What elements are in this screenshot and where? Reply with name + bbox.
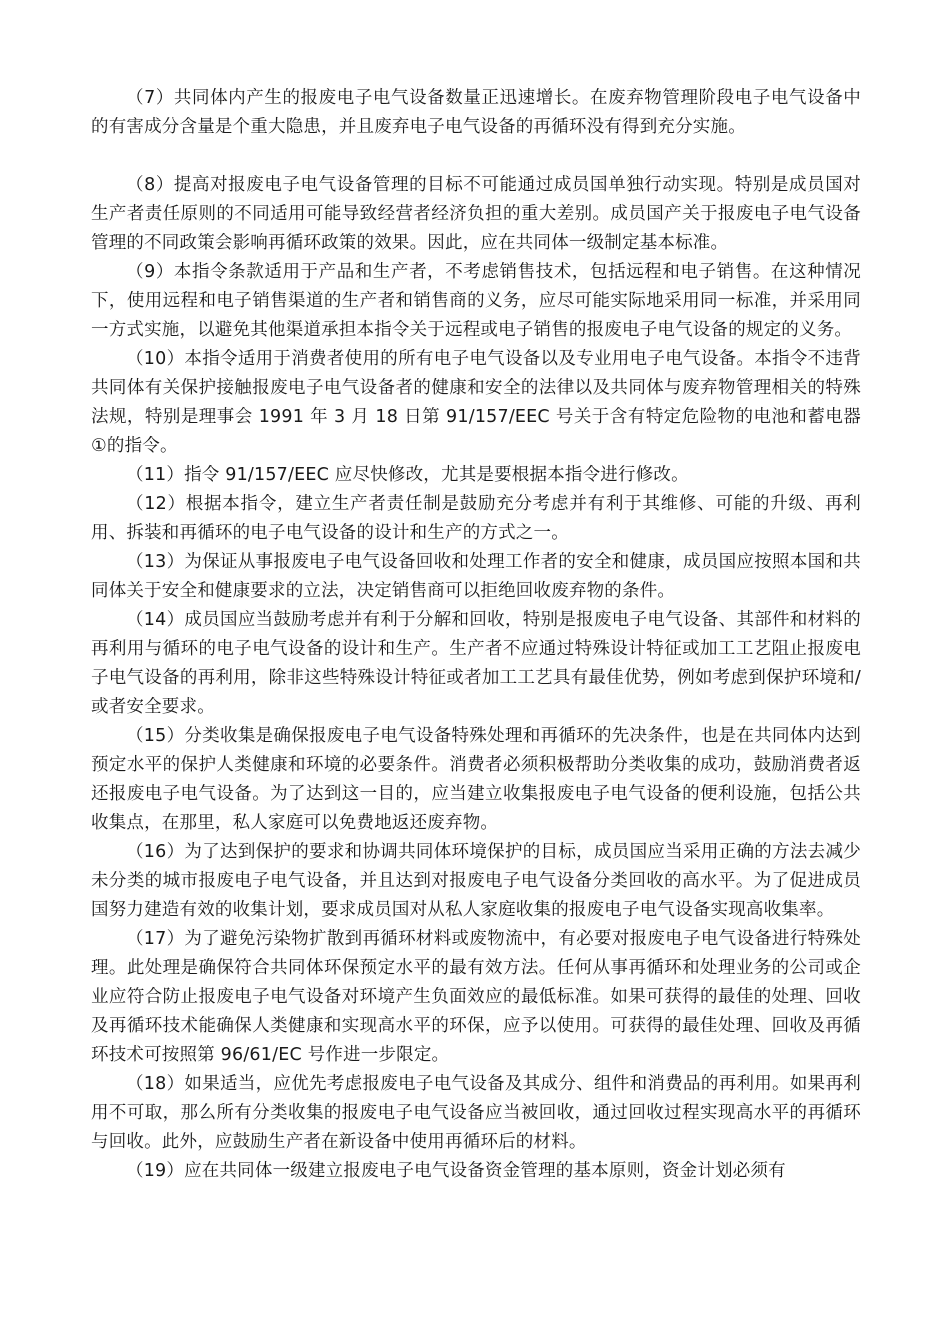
paragraph-10: （10）本指令适用于消费者使用的所有电子电气设备以及专业用电子电气设备。本指令不违背共同体有关保护接触报废电子电气设备者的健康和安全的法律以及共同体与废弃物管理相关的特殊法规，特别是理事会 1991 年 3 月 18 日第 91/157/EEC 号关于含有特定危险物的电池和蓄电器①的指令。: [91, 349, 861, 456]
paragraph-15: （15）分类收集是确保报废电子电气设备特殊处理和再循环的先决条件，也是在共同体内达到预定水平的保护人类健康和环境的必要条件。消费者必须积极帮助分类收集的成功，鼓励消费者返还报废电子电气设备。为了达到这一目的，应当建立收集报废电子电气设备的便利设施，包括公共收集点，在那里，私人家庭可以免费地返还废弃物。: [91, 726, 861, 833]
paragraph-14: （14）成员国应当鼓励考虑并有利于分解和回收，特别是报废电子电气设备、其部件和材料的再利用与循环的电子电气设备的设计和生产。生产者不应通过特殊设计特征或加工工艺阻止报废电子电气设备的再利用，除非这些特殊设计特征或者加工工艺具有最佳优势，例如考虑到保护环境和/或者安全要求。: [91, 610, 861, 717]
paragraph-7: （7）共同体内产生的报废电子电气设备数量正迅速增长。在废弃物管理阶段电子电气设备中的有害成分含量是个重大隐患，并且废弃电子电气设备的再循环没有得到充分实施。: [91, 88, 861, 137]
paragraph-9: （9）本指令条款适用于产品和生产者，不考虑销售技术，包括远程和电子销售。在这种情况下，使用远程和电子销售渠道的生产者和销售商的义务，应尽可能实际地采用同一标准，并采用同一方式实施，以避免其他渠道承担本指令关于远程或电子销售的报废电子电气设备的规定的义务。: [91, 262, 861, 340]
paragraph-8: （8）提高对报废电子电气设备管理的目标不可能通过成员国单独行动实现。特别是成员国对生产者责任原则的不同适用可能导致经营者经济负担的重大差别。成员国产关于报废电子电气设备管理的不同政策会影响再循环政策的效果。因此，应在共同体一级制定基本标准。: [91, 175, 861, 253]
paragraph-16: （16）为了达到保护的要求和协调共同体环境保护的目标，成员国应当采用正确的方法去减少未分类的城市报废电子电气设备，并且达到对报废电子电气设备分类回收的高水平。为了促进成员国努力建造有效的收集计划，要求成员国对从私人家庭收集的报废电子电气设备实现高收集率。: [91, 842, 861, 920]
paragraph-19: （19）应在共同体一级建立报废电子电气设备资金管理的基本原则，资金计划必须有: [126, 1161, 786, 1181]
paragraph-17: （17）为了避免污染物扩散到再循环材料或废物流中，有必要对报废电子电气设备进行特殊处理。此处理是确保符合共同体环保预定水平的最有效方法。任何从事再循环和处理业务的公司或企业应符合防止报废电子电气设备对环境产生负面效应的最低标准。如果可获得的最佳的处理、回收及再循环技术能确保人类健康和实现高水平的环保，应予以使用。可获得的最佳处理、回收及再循环技术可按照第 96/61/EC 号作进一步限定。: [91, 929, 861, 1065]
paragraph-13: （13）为保证从事报废电子电气设备回收和处理工作者的安全和健康，成员国应按照本国和共同体关于安全和健康要求的立法，决定销售商可以拒绝回收废弃物的条件。: [91, 552, 861, 601]
paragraph-12: （12）根据本指令，建立生产者责任制是鼓励充分考虑并有利于其维修、可能的升级、再利用、拆装和再循环的电子电气设备的设计和生产的方式之一。: [91, 494, 861, 543]
paragraph-18: （18）如果适当，应优先考虑报废电子电气设备及其成分、组件和消费品的再利用。如果再利用不可取，那么所有分类收集的报废电子电气设备应当被回收，通过回收过程实现高水平的再循环与回收。此外，应鼓励生产者在新设备中使用再循环后的材料。: [91, 1074, 861, 1152]
paragraph-11: （11）指令 91/157/EEC 应尽快修改，尤其是要根据本指令进行修改。: [126, 465, 689, 485]
document-body: [91, 84, 861, 1186]
